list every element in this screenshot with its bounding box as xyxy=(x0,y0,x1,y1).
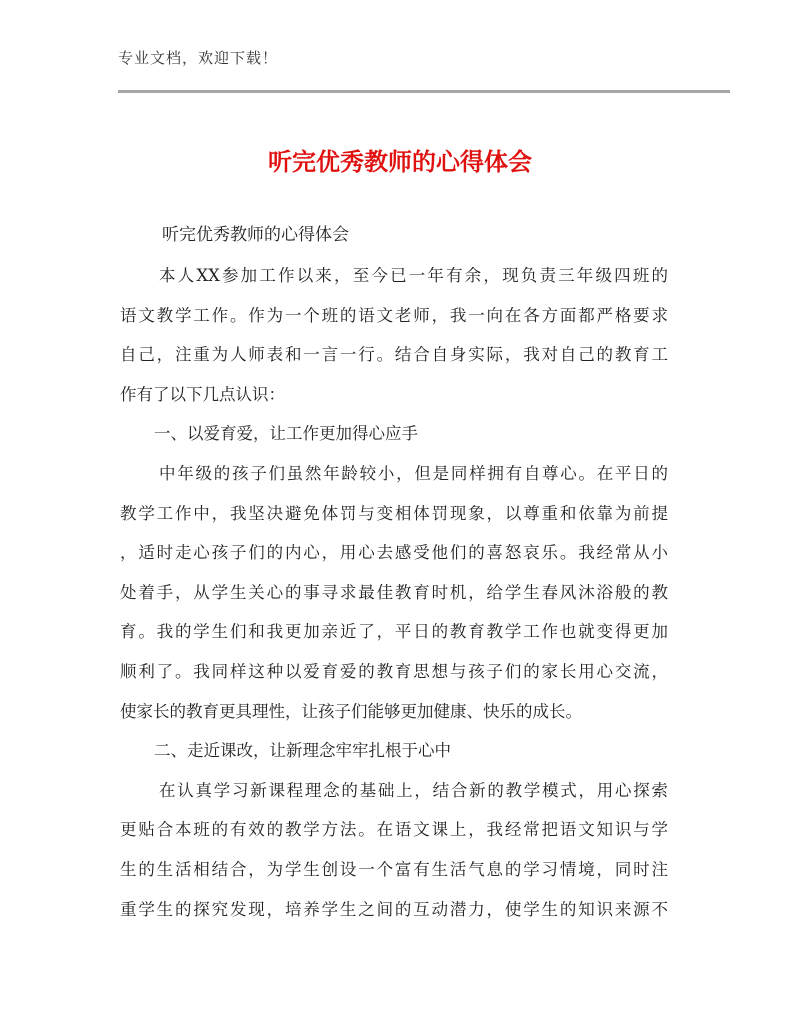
body-line: 重学生的探究发现，培养学生之间的互动潜力，使学生的知识来源不 xyxy=(120,899,668,919)
body-line: 处着手，从学生关心的事寻求最佳教育时机，给学生春风沐浴般的教 xyxy=(120,582,668,602)
body-line: ，适时走心孩子们的内心，用心去感受他们的喜怒哀乐。我经常从小 xyxy=(120,543,668,563)
body-line: 自己，注重为人师表和一言一行。结合自身实际，我对自己的教育工 xyxy=(120,345,668,365)
body-line: 生的生活相结合，为学生创设一个富有生活气息的学习情境，同时注 xyxy=(120,859,668,879)
section-heading: 一、以爱育爱，让工作更加得心应手 xyxy=(154,424,418,444)
body-line: 使家长的教育更具理性，让孩子们能够更加健康、快乐的成长。 xyxy=(120,701,582,721)
body-line: 本人XX参加工作以来，至今已一年有余，现负责三年级四班的 xyxy=(159,266,668,285)
header-divider xyxy=(118,90,730,93)
section-heading: 二、走近课改，让新理念牢牢扎根于心中 xyxy=(154,741,451,761)
body-line: 作有了以下几点认识： xyxy=(120,384,285,404)
body-line: 中年级的孩子们虽然年龄较小，但是同样拥有自尊心。在平日的 xyxy=(159,463,668,483)
header-text: 专业文档，欢迎下载！ xyxy=(118,49,279,67)
document-title: 听完优秀教师的心得体会 xyxy=(268,148,532,176)
body-line: 育。我的学生们和我更加亲近了，平日的教育教学工作也就变得更加 xyxy=(120,622,668,642)
body-line: 教学工作中，我坚决避免体罚与变相体罚现象，以尊重和依靠为前提 xyxy=(120,503,668,523)
body-line: 顺利了。我同样这种以爱育爱的教育思想与孩子们的家长用心交流， xyxy=(120,661,668,681)
body-line: 语文教学工作。作为一个班的语文老师，我一向在各方面都严格要求 xyxy=(120,305,668,325)
body-line: 在认真学习新课程理念的基础上，结合新的教学模式，用心探索 xyxy=(159,780,668,800)
document-body xyxy=(120,256,668,929)
document-subtitle: 听完优秀教师的心得体会 xyxy=(162,225,349,245)
body-line: 更贴合本班的有效的教学方法。在语文课上，我经常把语文知识与学 xyxy=(120,820,668,840)
